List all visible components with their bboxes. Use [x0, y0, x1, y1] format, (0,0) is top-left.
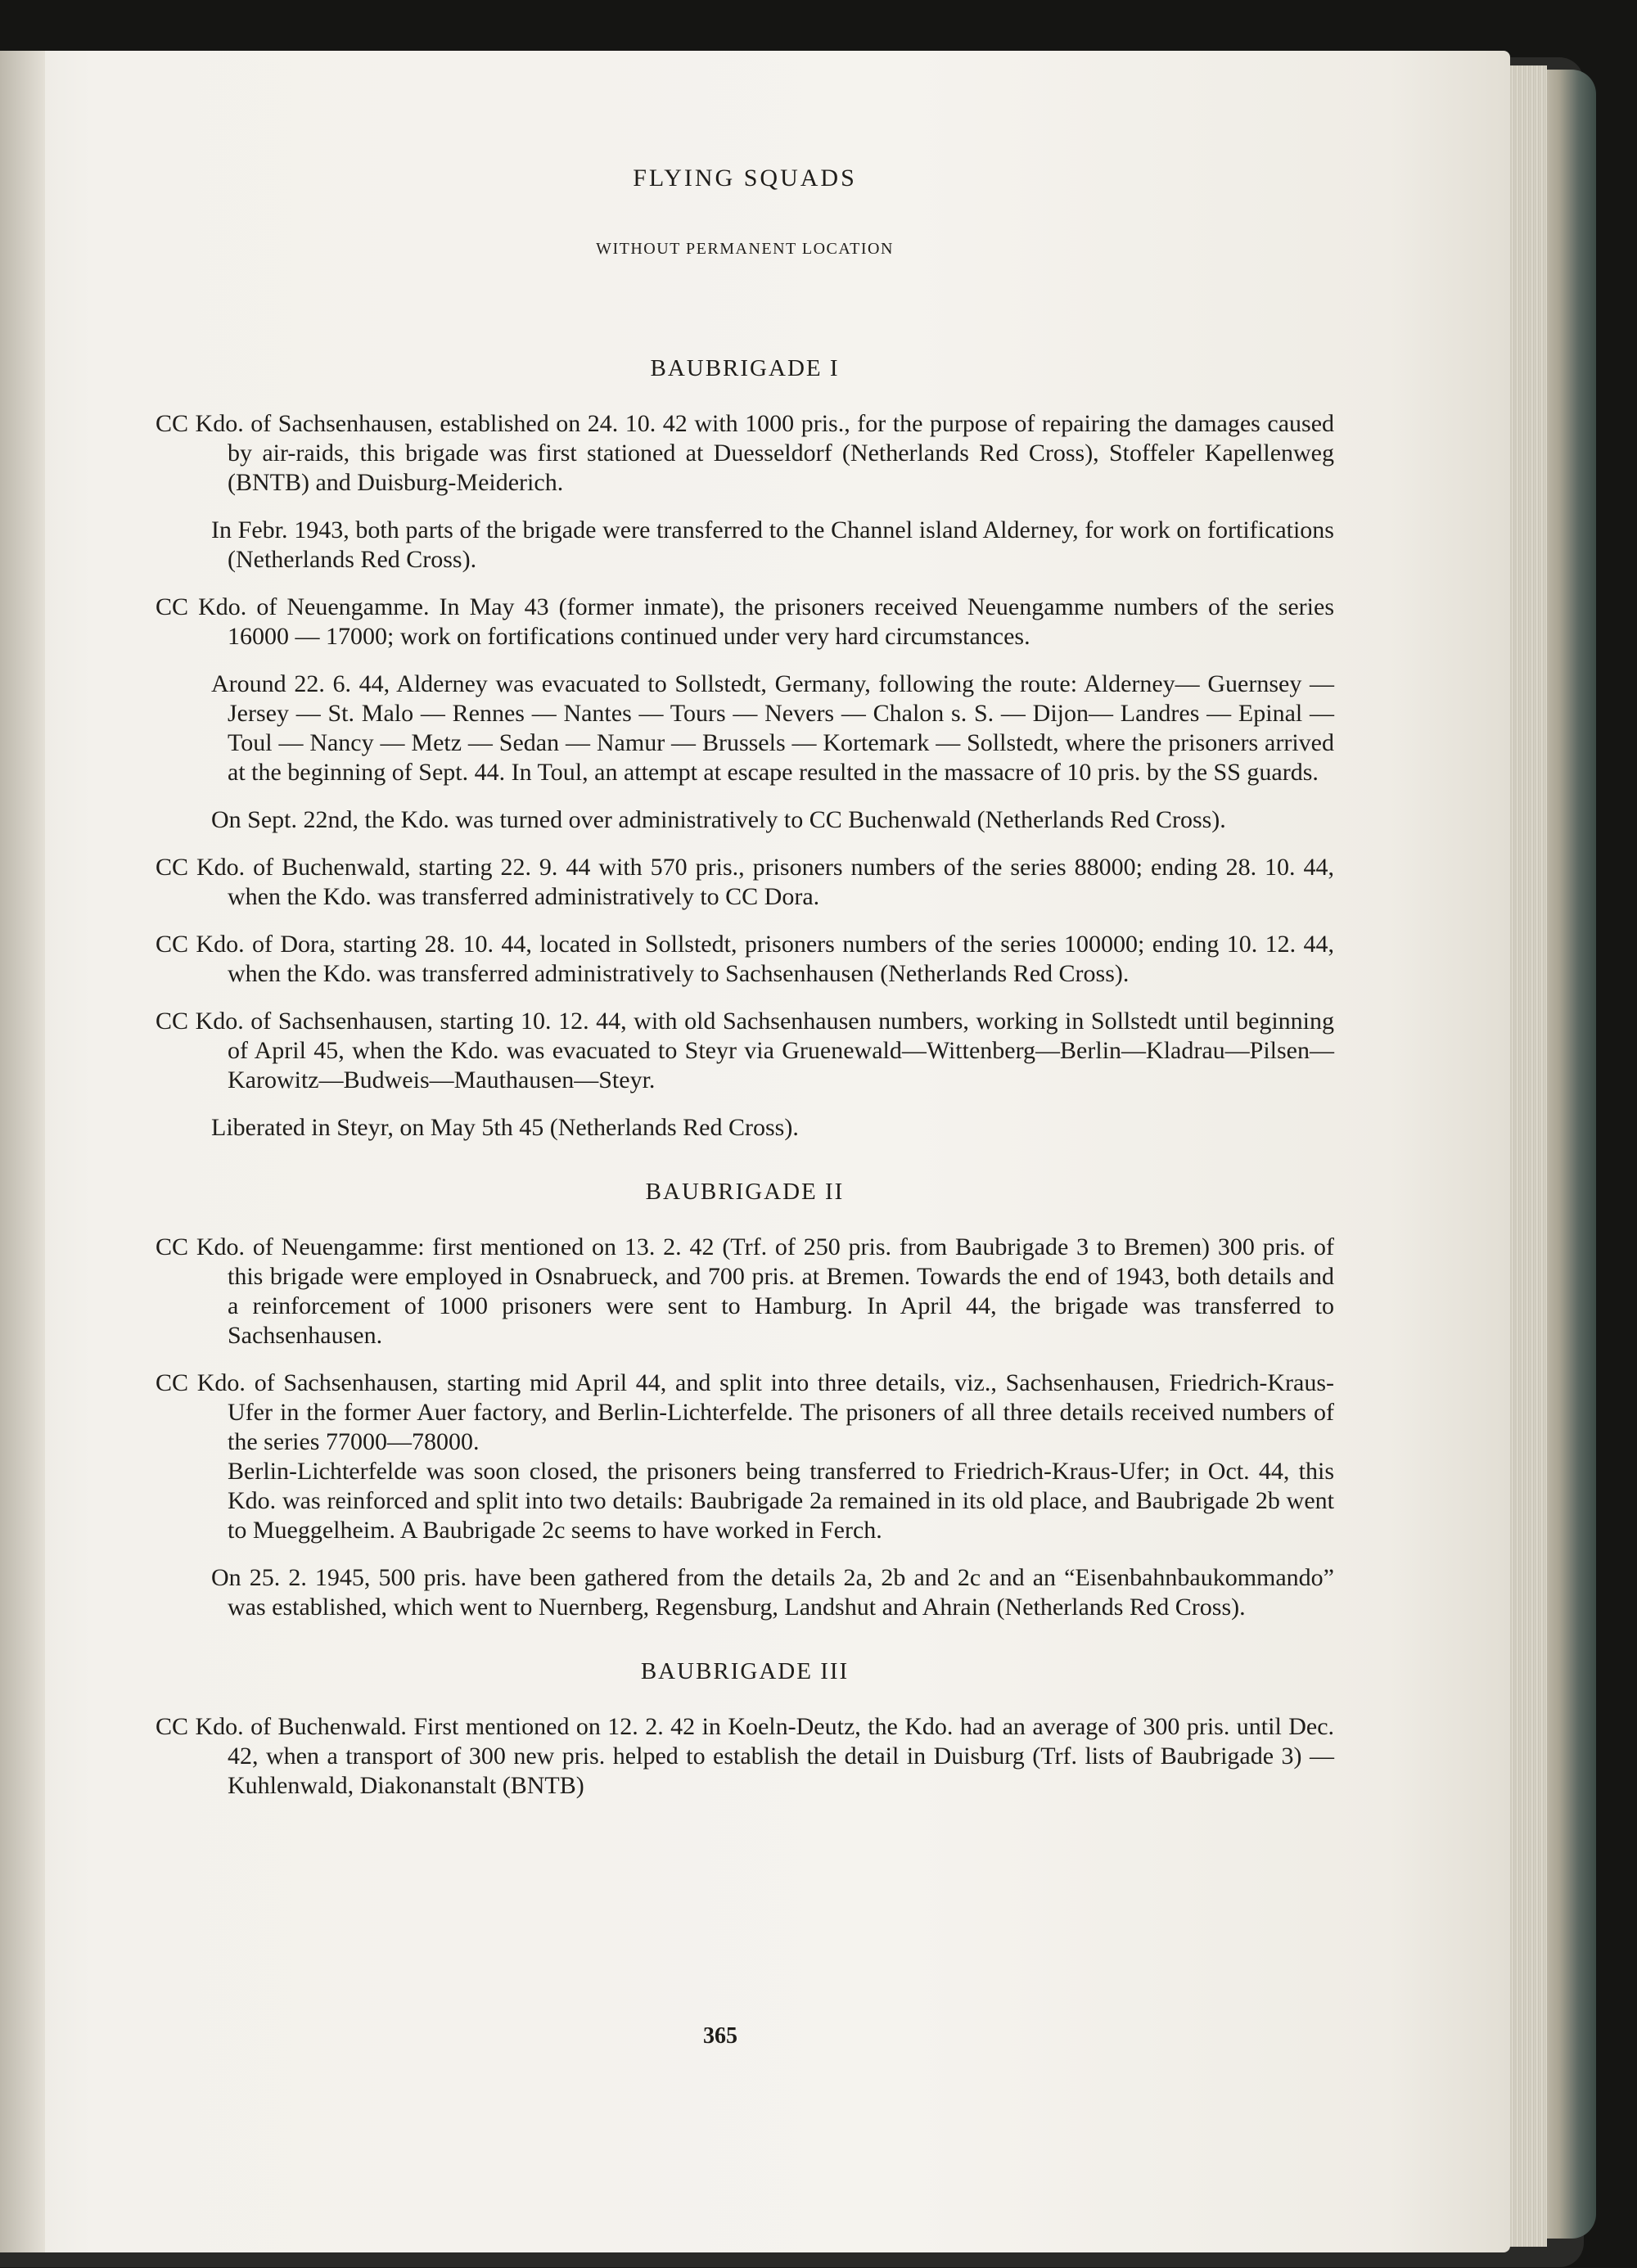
entry-lead: CC Kdo.	[156, 593, 247, 620]
entry-lead: CC Kdo.	[156, 1713, 244, 1740]
section-baubrigade-2	[156, 1177, 1334, 1622]
entry-lead: CC Kdo.	[156, 1369, 246, 1396]
entry	[156, 593, 1334, 652]
entry-lead: CC Kdo.	[156, 1008, 244, 1035]
entry-text: of Sachsenhausen, starting mid April 44, and split into three details, viz., Sachsenhausen, Friedrich-Kraus-Ufer in the former Auer factory, and Berlin-Lichterfelde. The prisoners of all three details received numbers of the series 77000—78000.	[228, 1369, 1335, 1455]
entry-lead: CC Kdo.	[156, 931, 245, 958]
entry-text: of Sachsenhausen, starting 10. 12. 44, with old Sachsenhausen numbers, working in Sollstedt until beginning of April 45, when the Kdo. was evacuated to Steyr via Gruenewald—Wittenberg—Berlin—Kladrau—Pilsen—Karowitz—Budweis—Mauthausen—Steyr.	[228, 1008, 1335, 1093]
entry-text: On 25. 2. 1945, 500 pris. have been gathered from the details 2a, 2b and 2c and an “Eisenbahnbaukommando” was established, which went to Nuernberg, Regensburg, Landshut and Ahrain (Netherlands Red Cross).	[211, 1564, 1334, 1621]
page-number: 365	[703, 2023, 737, 2049]
entry-text: In Febr. 1943, both parts of the brigade were transferred to the Channel island Alderney, for work on fortifications (Netherlands Red Cross).	[211, 516, 1334, 573]
entry-text: of Buchenwald. First mentioned on 12. 2. 42 in Koeln-Deutz, the Kdo. had an average of 300 pris. until Dec. 42, when a transport of 300 new pris. helped to establish the detail in Duisburg (Trf. lists of Baubrigade 3) — Kuhlenwald, Diakonanstalt (BNTB)	[228, 1713, 1335, 1799]
entry	[156, 1113, 1334, 1143]
entry-lead: CC Kdo.	[156, 854, 246, 881]
entry	[156, 516, 1334, 575]
entry	[156, 1233, 1334, 1350]
entry-text: of Neuengamme. In May 43 (former inmate), the prisoners received Neuengamme numbers of the series 16000 — 17000; work on fortifications continued under very hard circumstances.	[228, 593, 1334, 650]
entry	[156, 670, 1334, 787]
entry	[156, 1712, 1334, 1801]
entry-lead: CC Kdo.	[156, 410, 244, 437]
entry-continuation: Berlin-Lichterfelde was soon closed, the prisoners being transferred to Friedrich-Kraus-Ufer; in Oct. 44, this Kdo. was reinforced and split into two details: Baubrigade 2a remained in its old place, and Baubrigade 2b went to Mueggelheim. A Baubrigade 2c seems to have worked in Ferch.	[228, 1458, 1334, 1544]
gutter-shade	[0, 51, 45, 2252]
entry-text: of Dora, starting 28. 10. 44, located in Sollstedt, prisoners numbers of the series 100000; ending 10. 12. 44, when the Kdo. was transferred administratively to Sachsenhausen (Netherlands Red Cross).	[228, 931, 1335, 987]
page-edges	[1504, 65, 1547, 2247]
section-baubrigade-3	[156, 1657, 1334, 1801]
section-heading: BAUBRIGADE III	[640, 1658, 850, 1684]
entry	[156, 1368, 1334, 1545]
section-baubrigade-1	[156, 354, 1334, 1143]
entry-text: On Sept. 22nd, the Kdo. was turned over administratively to CC Buchenwald (Netherlands Red Cross).	[211, 806, 1226, 833]
entry-text: of Buchenwald, starting 22. 9. 44 with 570 pris., prisoners numbers of the series 88000; ending 28. 10. 44, when the Kdo. was transferred administratively to CC Dora.	[228, 854, 1335, 910]
book-cover-edge	[1539, 70, 1596, 2239]
page-title: FLYING SQUADS	[633, 165, 857, 192]
entry-text: of Neuengamme: first mentioned on 13. 2. 42 (Trf. of 250 pris. from Baubrigade 3 to Bremen) 300 pris. of this brigade were employed in Osnabrueck, and 700 pris. at Bremen. Towards the end of 1943, both details and a reinforcement of 1000 prisoners were sent to Hamburg. In April 44, the brigade was transferred to Sachsenhausen.	[228, 1233, 1334, 1349]
entry	[156, 805, 1334, 835]
entry-text: of Sachsenhausen, established on 24. 10. 42 with 1000 pris., for the purpose of repairing the damages caused by air-raids, this brigade was first stationed at Duesseldorf (Netherlands Red Cross), Stoffeler Kapellenweg (BNTB) and Duisburg-Meiderich.	[228, 410, 1335, 496]
entry	[156, 409, 1334, 498]
section-heading: BAUBRIGADE II	[645, 1179, 845, 1205]
entry	[156, 930, 1334, 989]
entry	[156, 1007, 1334, 1095]
page-content	[156, 164, 1334, 1819]
entry-text: Around 22. 6. 44, Alderney was evacuated to Sollstedt, Germany, following the route: Alderney— Guernsey — Jersey — St. Malo — Rennes — Nantes — Tours — Nevers — Chalon s. S. — Dijon— Landres — Epinal — Toul — Nancy — Metz — Sedan — Namur — Brussels — Kortemark — Sollstedt, where the prisoners arrived at the beginning of Sept. 44. In Toul, an attempt at escape resulted in the massacre of 10 pris. by the SS guards.	[211, 670, 1334, 786]
section-heading: BAUBRIGADE I	[650, 355, 840, 381]
entry	[156, 853, 1334, 912]
entry	[156, 1563, 1334, 1622]
entry-lead: CC Kdo.	[156, 1233, 246, 1260]
entry-text: Liberated in Steyr, on May 5th 45 (Netherlands Red Cross).	[211, 1114, 799, 1141]
page-subtitle: WITHOUT PERMANENT LOCATION	[596, 240, 894, 258]
